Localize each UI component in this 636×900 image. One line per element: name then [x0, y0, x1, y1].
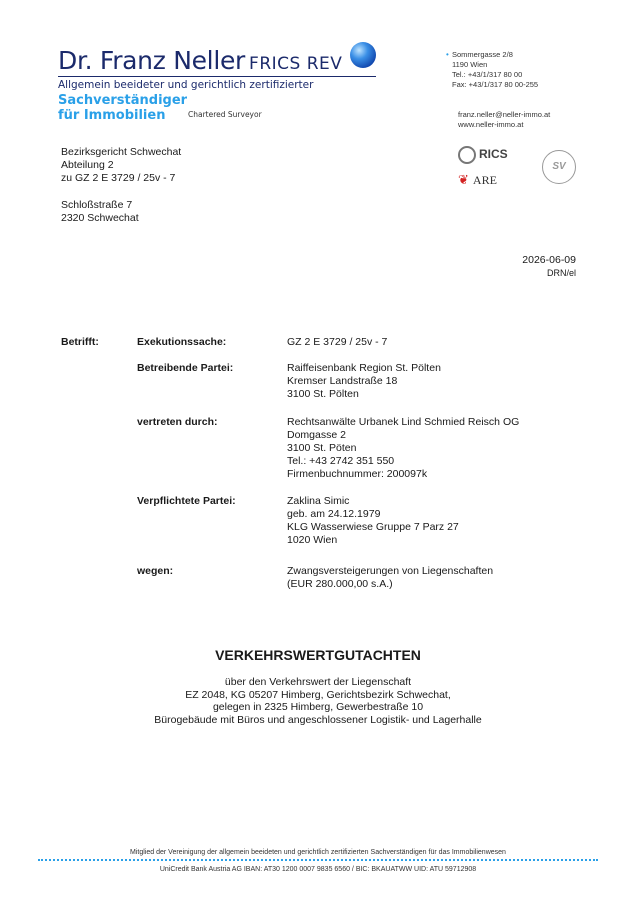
contact-email: franz.neller@neller-immo.at	[458, 110, 551, 119]
letterhead-specialty	[58, 93, 187, 123]
date-block	[522, 254, 576, 280]
report-heading: VERKEHRSWERTGUTACHTEN	[215, 647, 421, 663]
field-line: Tel.: +43 2742 351 550	[287, 455, 395, 467]
rics-label: RICS	[479, 147, 508, 162]
recipient-line-3: zu GZ 2 E 3729 / 25v - 7	[61, 172, 176, 184]
field-value-case	[287, 336, 387, 349]
specialty-line-2: für Immobilien	[58, 108, 166, 123]
field-line: GZ 2 E 3729 / 25v - 7	[287, 336, 388, 348]
contact-online	[458, 110, 550, 130]
letterhead-subtitle: Allgemein beeideter und gerichtlich zertifizierter	[58, 79, 314, 91]
recipient-street-address	[61, 199, 139, 225]
recipient-line-2: Abteilung 2	[61, 159, 114, 171]
rics-emblem-icon	[458, 146, 476, 164]
field-label-reason: wegen:	[137, 565, 174, 577]
footer-bank-details: UniCredit Bank Austria AG IBAN: AT30 1200 0007 9835 6560 / BIC: BKAUATWW UID: ATU 59712908	[159, 866, 477, 873]
sv-seal-logo: SV	[542, 150, 576, 184]
document-reference: DRN/el	[546, 268, 576, 278]
footer-dotted-rule	[38, 859, 598, 861]
field-line: geb. am 24.12.1979	[287, 508, 381, 520]
letterhead-rule	[58, 76, 376, 77]
logo-sphere-icon	[350, 42, 376, 68]
contact-city: 1190 Wien	[452, 60, 488, 69]
document-date: 2026-06-09	[522, 254, 576, 266]
report-line-2: EZ 2048, KG 05207 Himberg, Gerichtsbezirk Schwechat,	[185, 688, 451, 701]
specialty-line-1: Sachverständiger	[58, 93, 188, 108]
chartered-surveyor-label: Chartered Surveyor	[188, 110, 262, 119]
contact-fax: Fax: +43/1/317 80 00-255	[452, 80, 539, 89]
report-line-1: über den Verkehrswert der Liegenschaft	[224, 676, 412, 688]
subject-label: Betrifft:	[61, 336, 99, 348]
are-logo	[458, 172, 497, 188]
report-line-4: Bürogebäude mit Büros und angeschlossener Logistik- und Lagerhalle	[154, 713, 482, 726]
field-line: 1020 Wien	[287, 534, 338, 546]
field-line: Domgasse 2	[287, 429, 346, 441]
contact-block	[446, 50, 539, 90]
field-label-representative: vertreten durch:	[137, 416, 218, 428]
recipient-line-5: 2320 Schwechat	[61, 212, 139, 224]
contact-street: Sommergasse 2/8	[452, 50, 513, 59]
bullet-icon: •	[446, 50, 449, 59]
are-label: ARE	[472, 173, 497, 187]
field-label-case: Exekutionssache:	[137, 336, 227, 348]
contact-tel: Tel.: +43/1/317 80 00	[452, 70, 523, 79]
rics-logo	[458, 146, 508, 164]
field-line: Kremser Landstraße 18	[287, 375, 398, 387]
field-value-reason	[287, 565, 493, 591]
field-line: Zwangsversteigerungen von Liegenschaften	[287, 565, 494, 577]
field-label-plaintiff: Betreibende Partei:	[137, 362, 234, 374]
letterhead-title: FRICS REV	[249, 54, 343, 74]
field-line: Rechtsanwälte Urbanek Lind Schmied Reisch OG	[287, 416, 520, 428]
field-line: Firmenbuchnummer: 200097k	[287, 468, 428, 480]
field-line: KLG Wasserwiese Gruppe 7 Parz 27	[287, 521, 459, 533]
report-description	[0, 676, 636, 726]
contact-web: www.neller-immo.at	[458, 120, 524, 129]
recipient-line-4: Schloßstraße 7	[61, 199, 133, 211]
field-label-defendant: Verpflichtete Partei:	[137, 495, 236, 507]
field-line: 3100 St. Pölten	[287, 388, 359, 400]
field-line: Raiffeisenbank Region St. Pölten	[287, 362, 441, 374]
footer-membership: Mitglied der Vereinigung der allgemein beeideten und gerichtlich zertifizierten Sachverständigen für das Immobilienwesen	[130, 849, 506, 856]
letterhead-name-text: Dr. Franz Neller	[58, 46, 246, 75]
recipient-address	[61, 146, 181, 185]
report-line-3: gelegen in 2325 Himberg, Gewerbestraße 10	[212, 701, 424, 713]
field-line: (EUR 280.000,00 s.A.)	[287, 578, 393, 590]
are-emblem-icon: ❦	[458, 172, 469, 187]
field-line: 3100 St. Pöten	[287, 442, 357, 454]
letterhead-name	[58, 46, 342, 75]
field-value-plaintiff	[287, 362, 441, 401]
field-value-representative	[287, 416, 519, 481]
recipient-line-1: Bezirksgericht Schwechat	[61, 146, 182, 158]
field-line: Zaklina Simic	[287, 495, 350, 507]
field-value-defendant	[287, 495, 459, 547]
